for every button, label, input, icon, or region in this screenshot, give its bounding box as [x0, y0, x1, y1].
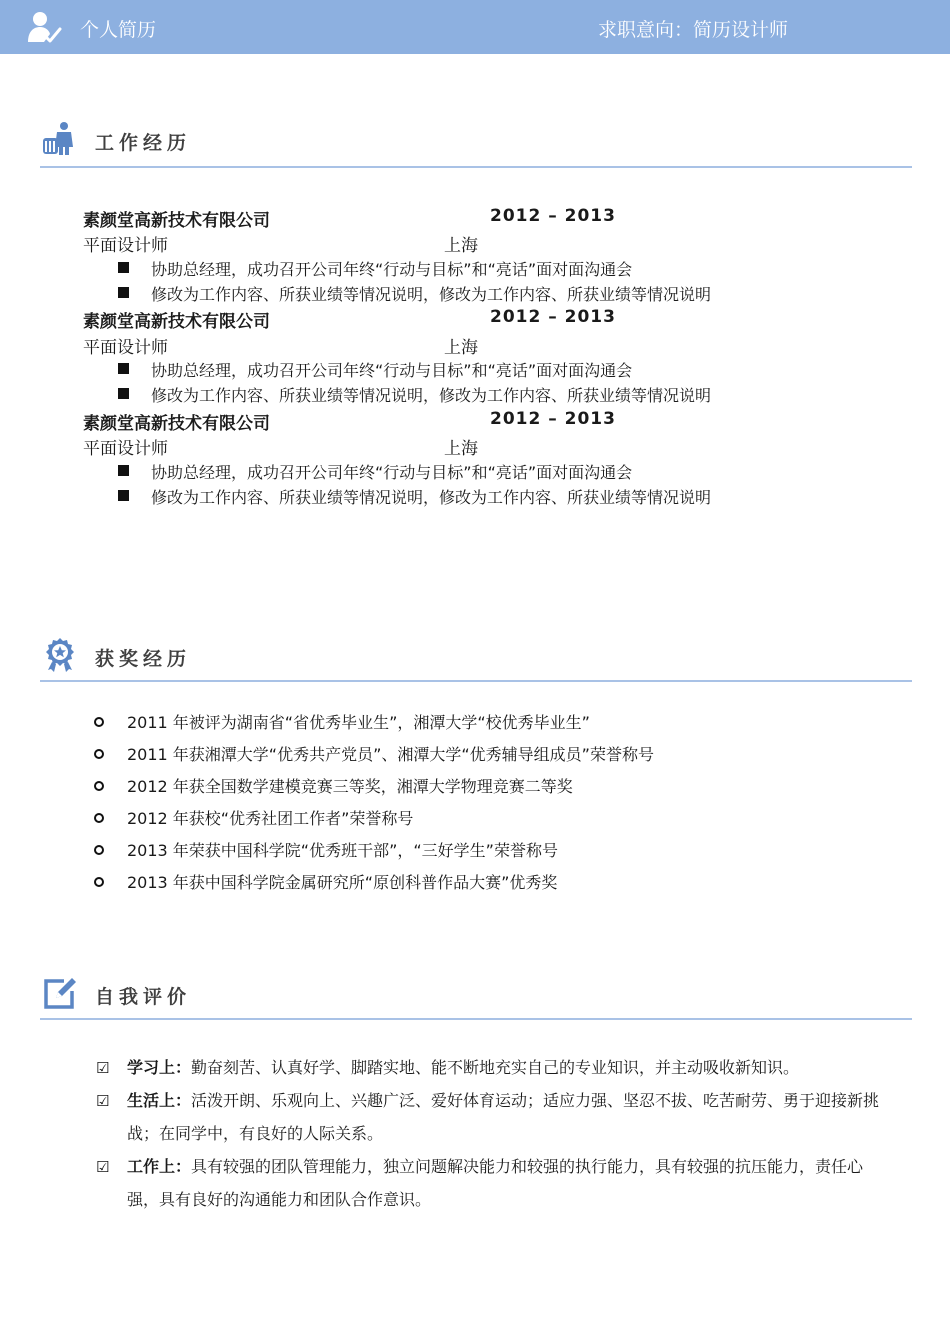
evaluation-label: 生活上：: [127, 1091, 192, 1110]
evaluation-label: 学习上：: [127, 1058, 192, 1077]
award-item: 2011 年获湘潭大学“优秀共产党员”、湘潭大学“优秀辅导组成员”荣誉称号: [127, 745, 654, 764]
checkbox-icon: ☑: [96, 1158, 110, 1176]
job-location: 上海: [444, 338, 478, 358]
section-title-work: 工作经历: [95, 132, 192, 154]
header-bar: [0, 0, 950, 54]
section-divider: [40, 1018, 912, 1020]
checkbox-icon: ☑: [96, 1092, 110, 1110]
job-company: 素颜堂高新技术有限公司: [83, 414, 270, 434]
evaluation-text: 活泼开朗、乐观向上、兴趣广泛、爱好体育运动；适应力强、坚忍不拔、吃苦耐劳、勇于迎接新挑战；在同学中，有良好的人际关系。: [127, 1091, 880, 1143]
job-title: 平面设计师: [83, 338, 168, 358]
job-location: 上海: [444, 439, 478, 459]
bullet-circle: [94, 717, 104, 727]
award-item: 2013 年荣获中国科学院“优秀班干部”，“三好学生”荣誉称号: [127, 841, 558, 860]
job-period: 2012 – 2013: [490, 409, 616, 429]
bullet-square: [118, 490, 129, 501]
job-location: 上海: [444, 236, 478, 256]
bullet-circle: [94, 813, 104, 823]
user-check-icon: [26, 9, 62, 45]
job-company: 素颜堂高新技术有限公司: [83, 312, 270, 332]
award-item: 2012 年获校“优秀社团工作者”荣誉称号: [127, 809, 414, 828]
bullet-circle: [94, 845, 104, 855]
bullet-square: [118, 363, 129, 374]
job-duty: 修改为工作内容、所获业绩等情况说明，修改为工作内容、所获业绩等情况说明: [151, 386, 712, 405]
section-title-evaluation: 自我评价: [95, 986, 192, 1008]
checkbox-icon: ☑: [96, 1059, 110, 1077]
bullet-square: [118, 388, 129, 399]
edit-icon: [42, 975, 78, 1011]
bullet-circle: [94, 877, 104, 887]
job-title: 平面设计师: [83, 439, 168, 459]
worker-icon: [42, 121, 78, 157]
resume-title: 个人简历: [80, 19, 157, 41]
bullet-circle: [94, 781, 104, 791]
evaluation-text: 勤奋刻苦、认真好学、脚踏实地、能不断地充实自己的专业知识，并主动吸收新知识。: [191, 1058, 800, 1077]
award-item: 2012 年获全国数学建模竞赛三等奖，湘潭大学物理竞赛二等奖: [127, 777, 573, 796]
job-duty: 修改为工作内容、所获业绩等情况说明，修改为工作内容、所获业绩等情况说明: [151, 488, 712, 507]
job-period: 2012 – 2013: [490, 206, 616, 226]
evaluation-item: [127, 1084, 882, 1150]
job-objective: 求职意向：简历设计师: [598, 19, 789, 41]
job-company: 素颜堂高新技术有限公司: [83, 211, 270, 231]
job-duty: 协助总经理，成功召开公司年终“行动与目标”和“亮话”面对面沟通会: [151, 361, 633, 380]
evaluation-text: 具有较强的团队管理能力，独立问题解决能力和较强的执行能力，具有较强的抗压能力，责任心强，具有良好的沟通能力和团队合作意识。: [127, 1157, 864, 1209]
bullet-square: [118, 465, 129, 476]
job-duty: 修改为工作内容、所获业绩等情况说明，修改为工作内容、所获业绩等情况说明: [151, 285, 712, 304]
evaluation-item: [127, 1150, 882, 1216]
evaluation-label: 工作上：: [127, 1157, 192, 1176]
bullet-square: [118, 287, 129, 298]
award-medal-icon: [42, 637, 78, 673]
section-divider: [40, 680, 912, 682]
job-title: 平面设计师: [83, 236, 168, 256]
section-divider: [40, 166, 912, 168]
evaluation-item: [127, 1051, 882, 1084]
job-period: 2012 – 2013: [490, 307, 616, 327]
award-item: 2013 年获中国科学院金属研究所“原创科普作品大赛”优秀奖: [127, 873, 558, 892]
section-title-awards: 获奖经历: [95, 648, 192, 670]
job-duty: 协助总经理，成功召开公司年终“行动与目标”和“亮话”面对面沟通会: [151, 260, 633, 279]
bullet-square: [118, 262, 129, 273]
award-item: 2011 年被评为湖南省“省优秀毕业生”，湘潭大学“校优秀毕业生”: [127, 713, 590, 732]
bullet-circle: [94, 749, 104, 759]
job-duty: 协助总经理，成功召开公司年终“行动与目标”和“亮话”面对面沟通会: [151, 463, 633, 482]
